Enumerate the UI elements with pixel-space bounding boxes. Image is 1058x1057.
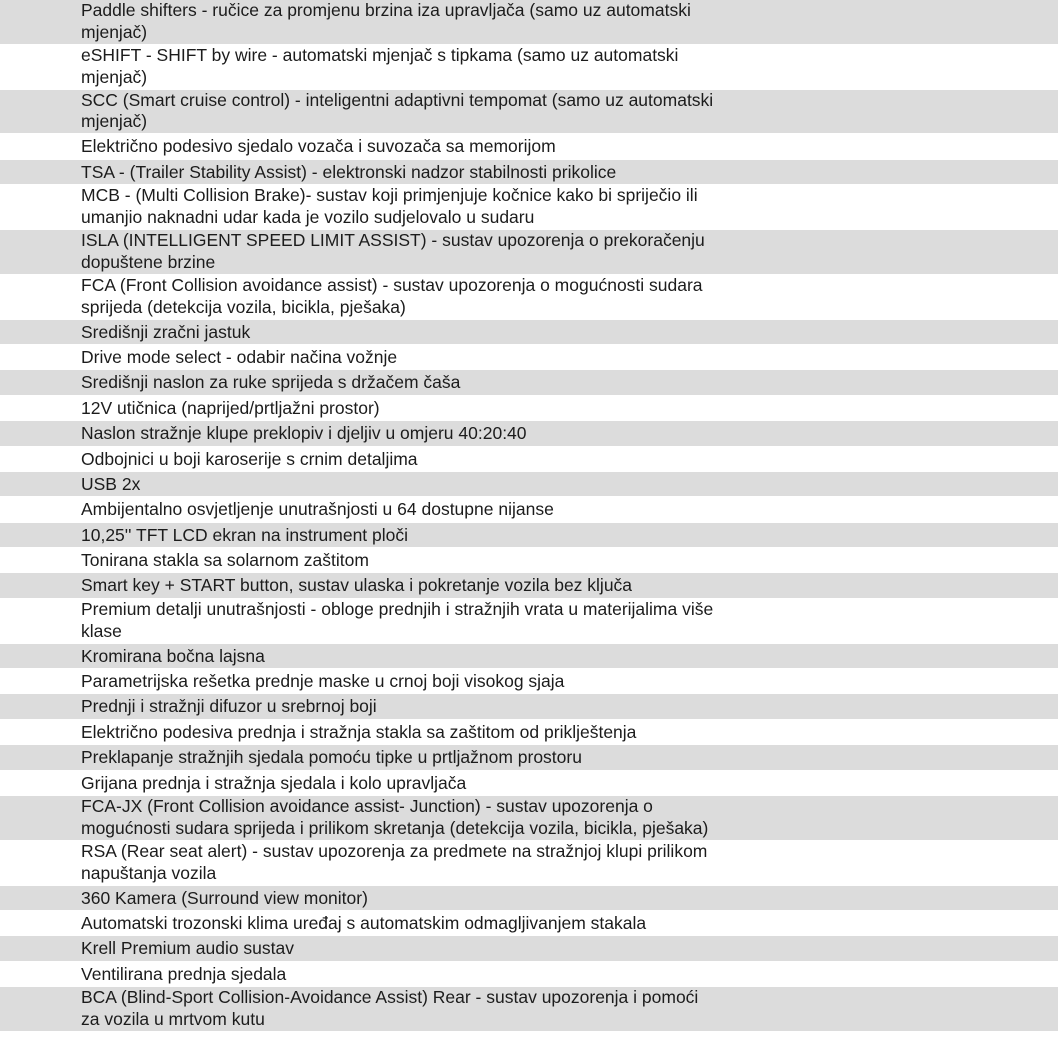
feature-text-line: sprijeda (detekcija vozila, bicikla, pješaka) bbox=[81, 296, 406, 317]
feature-row bbox=[0, 523, 1058, 548]
feature-text-line: Premium detalji unutrašnjosti - obloge prednjih i stražnjih vrata u materijalima više bbox=[81, 598, 714, 619]
feature-text-line: mjenjač) bbox=[81, 111, 148, 132]
feature-row bbox=[0, 573, 1058, 598]
feature-row bbox=[0, 370, 1058, 395]
feature-row bbox=[0, 841, 1058, 886]
feature-row bbox=[0, 644, 1058, 669]
feature-row bbox=[0, 962, 1058, 987]
feature-text-line: Središnji zračni jastuk bbox=[81, 321, 251, 342]
feature-row bbox=[0, 886, 1058, 911]
feature-text-line: napuštanja vozila bbox=[81, 862, 217, 883]
feature-row bbox=[0, 160, 1058, 185]
feature-text-line: BCA (Blind-Sport Collision-Avoidance Assist) Rear - sustav upozorenja i pomoći bbox=[81, 987, 699, 1008]
feature-text-line: TSA - (Trailer Stability Assist) - elektronski nadzor stabilnosti prikolice bbox=[81, 161, 617, 182]
feature-row bbox=[0, 720, 1058, 745]
feature-text-line: Krell Premium audio sustav bbox=[81, 938, 294, 959]
feature-text-line: Parametrijska rešetka prednje maske u crnoj boji visokog sjaja bbox=[81, 671, 565, 692]
feature-row bbox=[0, 745, 1058, 770]
feature-text-line: mjenjač) bbox=[81, 66, 148, 87]
feature-row bbox=[0, 599, 1058, 644]
feature-row bbox=[0, 230, 1058, 275]
feature-text-line: ISLA (INTELLIGENT SPEED LIMIT ASSIST) - sustav upozorenja o prekoračenju bbox=[81, 229, 705, 250]
feature-row bbox=[0, 548, 1058, 573]
feature-text-line: Paddle shifters - ručice za promjenu brzina iza upravljača (samo uz automatski bbox=[81, 0, 691, 20]
feature-row bbox=[0, 771, 1058, 796]
feature-text-line: RSA (Rear seat alert) - sustav upozorenja za predmete na stražnjoj klupi prilikom bbox=[81, 840, 708, 861]
feature-text-line: USB 2x bbox=[81, 473, 141, 494]
feature-text-line: FCA-JX (Front Collision avoidance assist- Junction) - sustav upozorenja o bbox=[81, 796, 653, 816]
feature-text-line: Električno podesivo sjedalo vozača i suvozača sa memorijom bbox=[81, 136, 556, 157]
feature-row bbox=[0, 45, 1058, 90]
feature-text-line: Tonirana stakla sa solarnom zaštitom bbox=[81, 550, 369, 571]
feature-text-line: za vozila u mrtvom kutu bbox=[81, 1008, 265, 1029]
feature-text-line: Drive mode select - odabir načina vožnje bbox=[81, 346, 398, 367]
feature-text-line: 10,25'' TFT LCD ekran na instrument ploči bbox=[81, 524, 409, 545]
feature-row bbox=[0, 275, 1058, 320]
feature-row bbox=[0, 345, 1058, 370]
feature-text-line: Kromirana bočna lajsna bbox=[81, 645, 265, 666]
feature-row bbox=[0, 421, 1058, 446]
feature-text-line: dopuštene brzine bbox=[81, 251, 216, 272]
feature-row bbox=[0, 90, 1058, 135]
feature-row bbox=[0, 694, 1058, 719]
feature-row bbox=[0, 185, 1058, 230]
feature-text-line: Električno podesiva prednja i stražnja stakla sa zaštitom od priklještenja bbox=[81, 721, 637, 742]
feature-row bbox=[0, 0, 1058, 45]
feature-row bbox=[0, 472, 1058, 497]
feature-text-line: Automatski trozonski klima uređaj s automatskim odmagljivanjem stakala bbox=[81, 912, 647, 933]
feature-text-line: Središnji naslon za ruke sprijeda s držačem čaša bbox=[81, 372, 461, 393]
feature-row bbox=[0, 320, 1058, 345]
feature-text-line: Ambijentalno osvjetljenje unutrašnjosti u 64 dostupne nijanse bbox=[81, 499, 554, 520]
feature-row bbox=[0, 987, 1058, 1032]
feature-text-line: 360 Kamera (Surround view monitor) bbox=[81, 887, 368, 908]
feature-text-line: mjenjač) bbox=[81, 21, 148, 42]
feature-text-line: 12V utičnica (naprijed/prtljažni prostor) bbox=[81, 397, 380, 418]
feature-text-line: Smart key + START button, sustav ulaska i pokretanje vozila bez ključa bbox=[81, 575, 633, 596]
feature-text-line: FCA (Front Collision avoidance assist) - sustav upozorenja o mogućnosti sudara bbox=[81, 274, 703, 295]
feature-text-line: mogućnosti sudara sprijeda i prilikom skretanja (detekcija vozila, bicikla, pješaka) bbox=[81, 817, 709, 838]
feature-row bbox=[0, 796, 1058, 841]
feature-text-line: MCB - (Multi Collision Brake)- sustav koji primjenjuje kočnice kako bi spriječio ili bbox=[81, 185, 698, 206]
feature-text-line: klase bbox=[81, 620, 122, 641]
feature-row bbox=[0, 134, 1058, 159]
feature-text-line: eSHIFT - SHIFT by wire - automatski mjenjač s tipkama (samo uz automatski bbox=[81, 44, 679, 65]
feature-text-line: SCC (Smart cruise control) - inteligentni adaptivni tempomat (samo uz automatski bbox=[81, 89, 714, 110]
feature-row bbox=[0, 447, 1058, 472]
feature-text-line: Prednji i stražnji difuzor u srebrnoj boji bbox=[81, 696, 377, 717]
feature-row bbox=[0, 911, 1058, 936]
feature-row bbox=[0, 497, 1058, 522]
feature-text-line: Grijana prednja i stražnja sjedala i kolo upravljača bbox=[81, 772, 467, 793]
feature-text-line: Ventilirana prednja sjedala bbox=[81, 963, 287, 984]
feature-row bbox=[0, 936, 1058, 961]
feature-text-line: Naslon stražnje klupe preklopiv i djeljiv u omjeru 40:20:40 bbox=[81, 423, 527, 444]
feature-text-line: Preklapanje stražnjih sjedala pomoću tipke u prtljažnom prostoru bbox=[81, 747, 582, 768]
feature-text-line: Odbojnici u boji karoserije s crnim detaljima bbox=[81, 448, 418, 469]
feature-row bbox=[0, 396, 1058, 421]
feature-text-line: umanjio naknadni udar kada je vozilo sudjelovalo u sudaru bbox=[81, 206, 535, 227]
feature-row bbox=[0, 669, 1058, 694]
